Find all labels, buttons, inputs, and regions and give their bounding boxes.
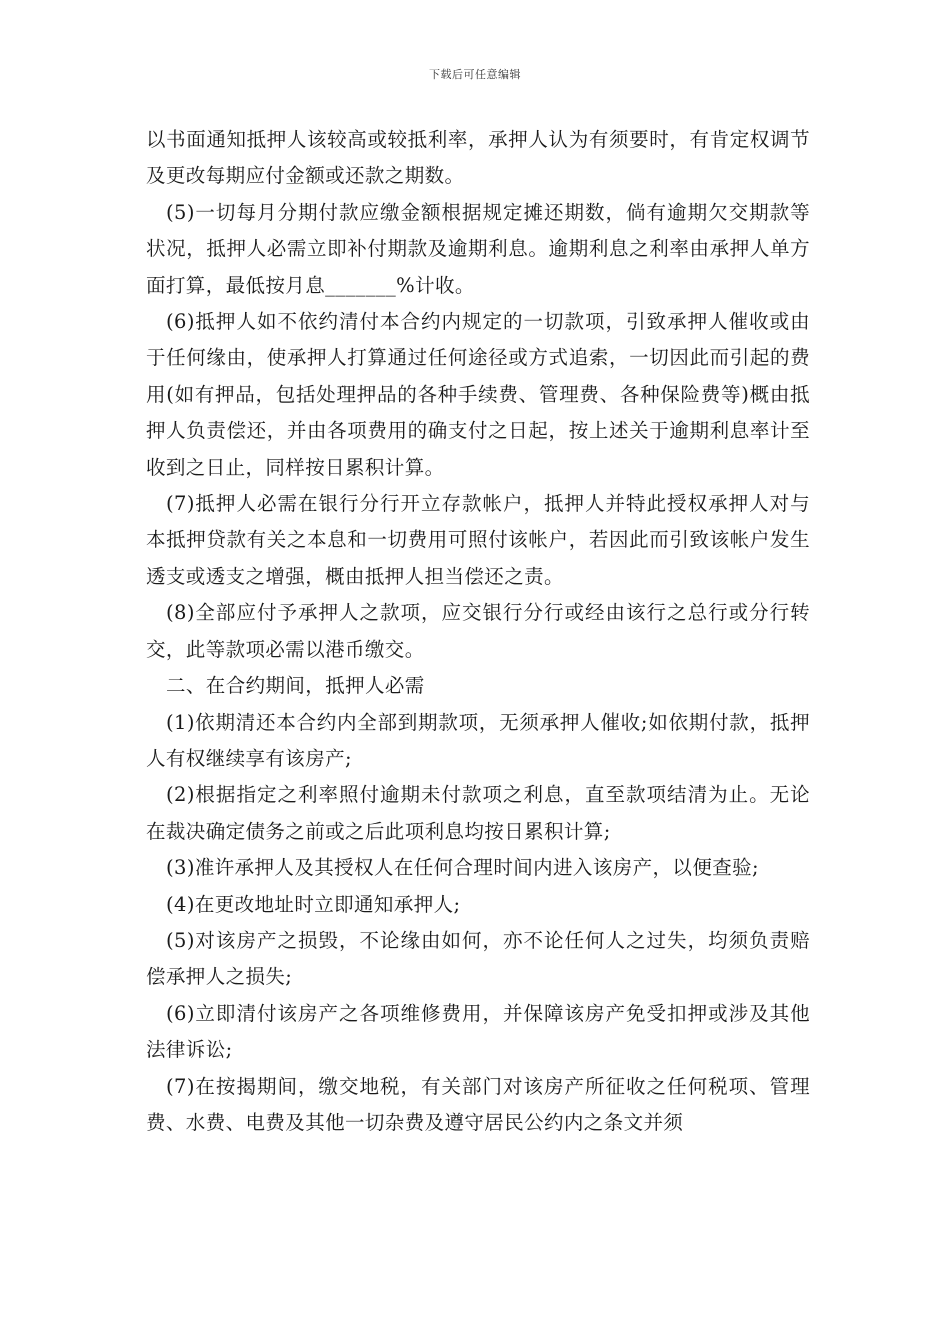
paragraph-interest-notice: 以书面通知抵押人该较高或较抵利率，承押人认为有须要时，有肯定权调节及更改每期应付金额或还款之期数。 [146,128,810,188]
section-heading-obligations: 二、在合约期间，抵押人必需 [166,674,425,698]
paragraph-clause-8-payment: (8)全部应付予承押人之款项，应交银行分行或经由该行之总行或分行转交，此等款项必需以港币缴交。 [146,601,810,661]
paragraph-obligation-5: (5)对该房产之损毁，不论缘由如何，亦不论任何人之过失，均须负责赔偿承押人之损失; [146,928,810,989]
paragraph-clause-5-overdue: (5)一切每月分期付款应缴金额根据规定摊还期数，倘有逾期欠交期款等状况，抵押人必需立即补付期款及逾期利息。逾期利息之利率由承押人单方面打算，最低按月息_______%计收。 [146,200,810,297]
paragraph-obligation-2: (2)根据指定之利率照付逾期未付款项之利息，直至款项结清为止。无论在裁决确定债务之前或之后此项利息均按日累积计算; [146,783,810,843]
paragraph-obligation-6: (6)立即清付该房产之各项维修费用，并保障该房产免受扣押或涉及其他法律诉讼; [146,1001,810,1062]
document-body [146,122,810,1141]
paragraph-clause-7-account: (7)抵押人必需在银行分行开立存款帐户，抵押人并特此授权承押人对与本抵押贷款有关之本息和一切费用可照付该帐户，若因此而引致该帐户发生透支或透支之增强，概由抵押人担当偿还之责。 [146,492,810,588]
paragraph-obligation-4: (4)在更改地址时立即通知承押人; [166,892,461,916]
paragraph-obligation-3: (3)准许承押人及其授权人在任何合理时间内进入该房产，以便查验; [166,856,759,880]
page-header: 下载后可任意编辑 [429,68,521,81]
paragraph-obligation-7: (7)在按揭期间，缴交地税，有关部门对该房产所征收之任何税项、管理费、水费、电费及其他一切杂费及遵守居民公约内之条文并须 [146,1074,810,1134]
paragraph-obligation-1: (1)依期清还本合约内全部到期款项，无须承押人催收;如依期付款，抵押人有权继续享有该房产; [146,710,810,770]
paragraph-clause-6-fees: (6)抵押人如不依约清付本合约内规定的一切款项，引致承押人催收或由于任何缘由，使承押人打算通过任何途径或方式追索，一切因此而引起的费用(如有押品，包括处理押品的各种手续费、管理费、各种保险费等)概由抵押人负责偿还，并由各项费用的确支付之日起，按上述关于逾期利息率计至收到之日止，同样按日累积计算。 [146,310,810,479]
